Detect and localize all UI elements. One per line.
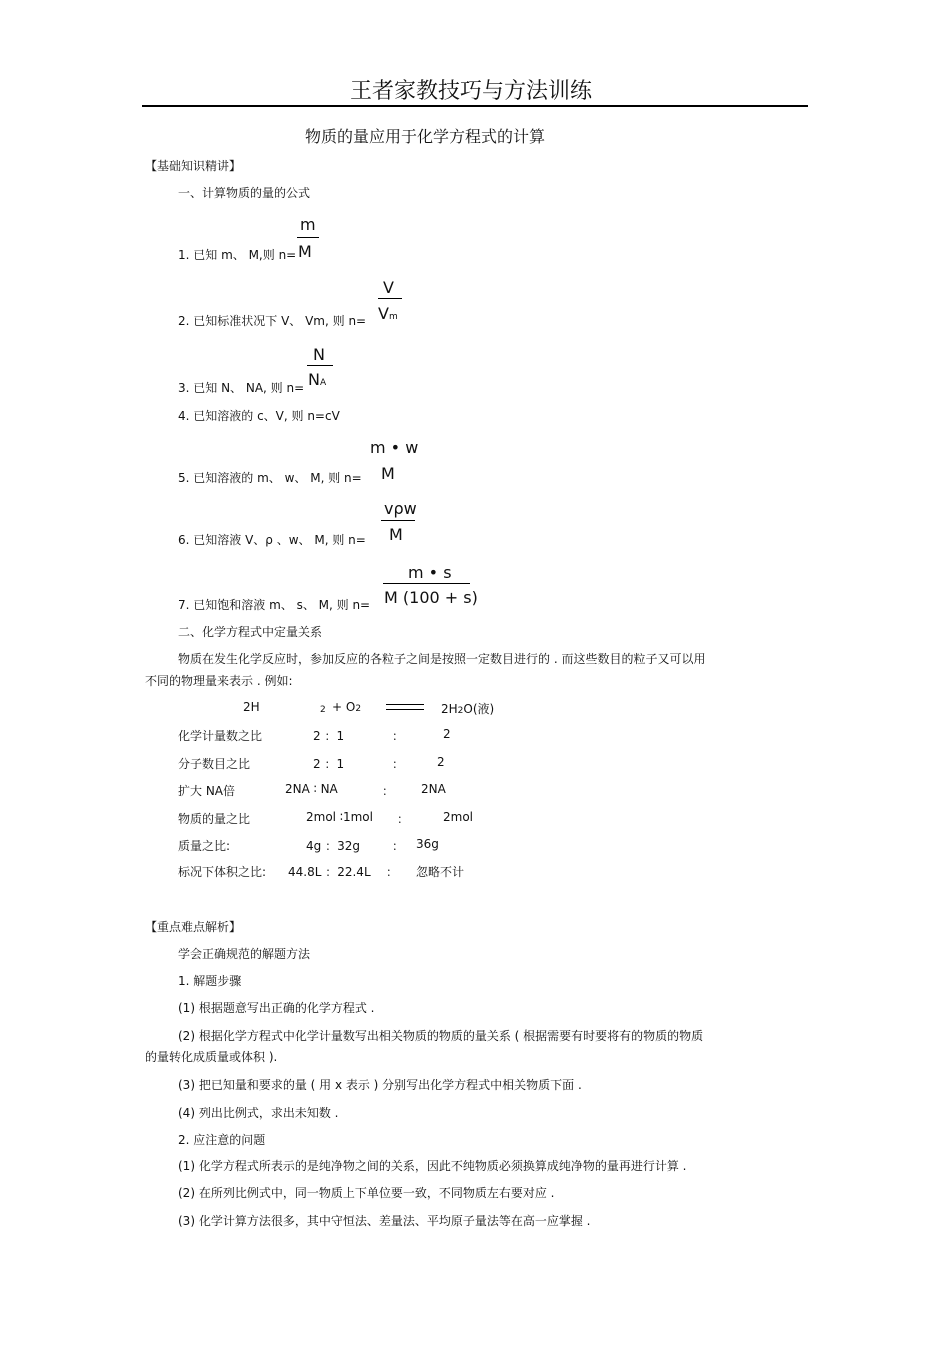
ratio-row-c2: ： [397,812,410,826]
formula-1-numerator: m [300,215,316,234]
header-rule [142,105,808,107]
formula-3-label: 3. 已知 N、 NA, 则 n= [178,381,305,395]
formula-1-label: 1. 已知 m、 M,则 n= [178,248,297,262]
ratio-row-c3: 2 [437,755,445,769]
formula-4-label: 4. 已知溶液的 c、V, 则 n=cV [178,409,340,423]
equation-arrow-bottom [386,709,424,710]
formula-3-fraction-bar [307,365,333,366]
ratio-row-c1: 2mol ∶1mol [306,810,373,824]
ratio-row-c1: 2 ：1 [313,757,345,771]
paragraph-line-2: 不同的物理量来表示 . 例如: [145,674,293,688]
formula-6-label: 6. 已知溶液 V、ρ 、w、 M, 则 n= [178,533,366,547]
ratio-row-label: 扩大 NA倍 [178,784,236,798]
formula-3-numerator: N [313,345,325,364]
step-2-line-1: (2) 根据化学方程式中化学计量数写出相关物质的物质的量关系 ( 根据需要有时要将有的物质的物质 [178,1029,704,1043]
ratio-row-c2: ： [382,784,395,798]
formula-6-numerator: vρw [384,499,417,518]
formula-7-fraction-bar [383,583,470,584]
ratio-row-c3: 忽略不计 [416,865,465,879]
ratio-row-c1: 2NA ∶ NA [285,782,338,796]
ratio-row-c1: 4g ：32g [306,839,360,853]
formula-6-denominator: M [389,525,403,544]
ratio-row-c3: 2mol [443,810,473,824]
note-2: (2) 在所列比例式中，同一物质上下单位要一致，不同物质左右要对应 . [178,1186,555,1200]
step-3: (3) 把已知量和要求的量 ( 用 x 表示 ) 分别写出化学方程式中相关物质下面 . [178,1078,582,1092]
ratio-row-c2: ： [386,865,399,879]
formula-5-numerator: m • w [370,438,419,457]
ratio-row-c3: 2 [443,727,451,741]
note-3: (3) 化学计算方法很多，其中守恒法、差量法、平均原子量法等在高一应掌握 . [178,1214,591,1228]
ratio-row-c1: 2 ：1 [313,729,345,743]
intro-text: 学会正确规范的解题方法 [178,947,311,961]
ratio-row-label: 物质的量之比 [178,812,251,826]
formula-2-numerator: V [383,278,394,297]
header-title: 王者家教技巧与方法训练 [350,79,593,104]
ratio-row-c1: 44.8L ：22.4L [288,865,371,879]
ratio-row-label: 分子数目之比 [178,757,251,771]
ratio-row-label: 化学计量数之比 [178,729,263,743]
formula-2-fraction-bar [378,298,402,299]
step-4: (4) 列出比例式，求出未知数 . [178,1106,339,1120]
equation-sub-1: 2 [320,705,326,715]
section-heading-basics: 【基础知识精讲】 [145,159,242,173]
equation-left: 2H [243,700,260,714]
notes-title: 2. 应注意的问题 [178,1133,266,1147]
formula-1-fraction-bar [297,237,319,238]
steps-title: 1. 解题步骤 [178,974,242,988]
equation-right: 2H2O(液) [441,702,495,716]
paragraph-line-1: 物质在发生化学反应时，参加反应的各粒子之间是按照一定数目进行的 . 而这些数目的粒子又可以用 [178,652,706,666]
formula-2-label-text: 2. 已知标准状况下 V、 Vm, 则 n= [178,314,367,328]
ratio-row-c3: 36g [416,837,439,851]
ratio-row-label: 标况下体积之比: [178,865,267,879]
section-heading-key-points: 【重点难点解析】 [145,920,242,934]
formula-1-denominator: M [298,242,312,261]
subsection-formulas: 一、计算物质的量的公式 [178,186,311,200]
ratio-row-c2: ： [392,729,405,743]
formula-3-denominator: NA [308,370,327,389]
formula-7-numerator: m • s [408,563,452,582]
ratio-row-c2: ： [392,839,405,853]
formula-2-denominator: Vm [378,304,398,323]
document-title: 物质的量应用于化学方程式的计算 [305,127,546,146]
formula-6-fraction-bar [381,520,415,521]
step-1: (1) 根据题意写出正确的化学方程式 . [178,1001,375,1015]
formula-7-denominator: M (100 + s) [384,588,478,607]
ratio-row-c2: ： [392,757,405,771]
formula-7-label: 7. 已知饱和溶液 m、 s、 M, 则 n= [178,598,371,612]
equation-arrow-top [386,704,424,705]
step-2-line-2: 的量转化成质量或体积 ). [145,1050,278,1064]
subsection-quantitative: 二、化学方程式中定量关系 [178,625,323,639]
equation-mid: + O2 [332,700,362,714]
note-1: (1) 化学方程式所表示的是纯净物之间的关系，因此不纯物质必须换算成纯净物的量再进行计算 . [178,1159,687,1173]
ratio-row-label: 质量之比: [178,839,231,853]
ratio-row-c3: 2NA [421,782,446,796]
formula-5-label: 5. 已知溶液的 m、 w、 M, 则 n= [178,471,362,485]
formula-5-denominator: M [381,464,395,483]
